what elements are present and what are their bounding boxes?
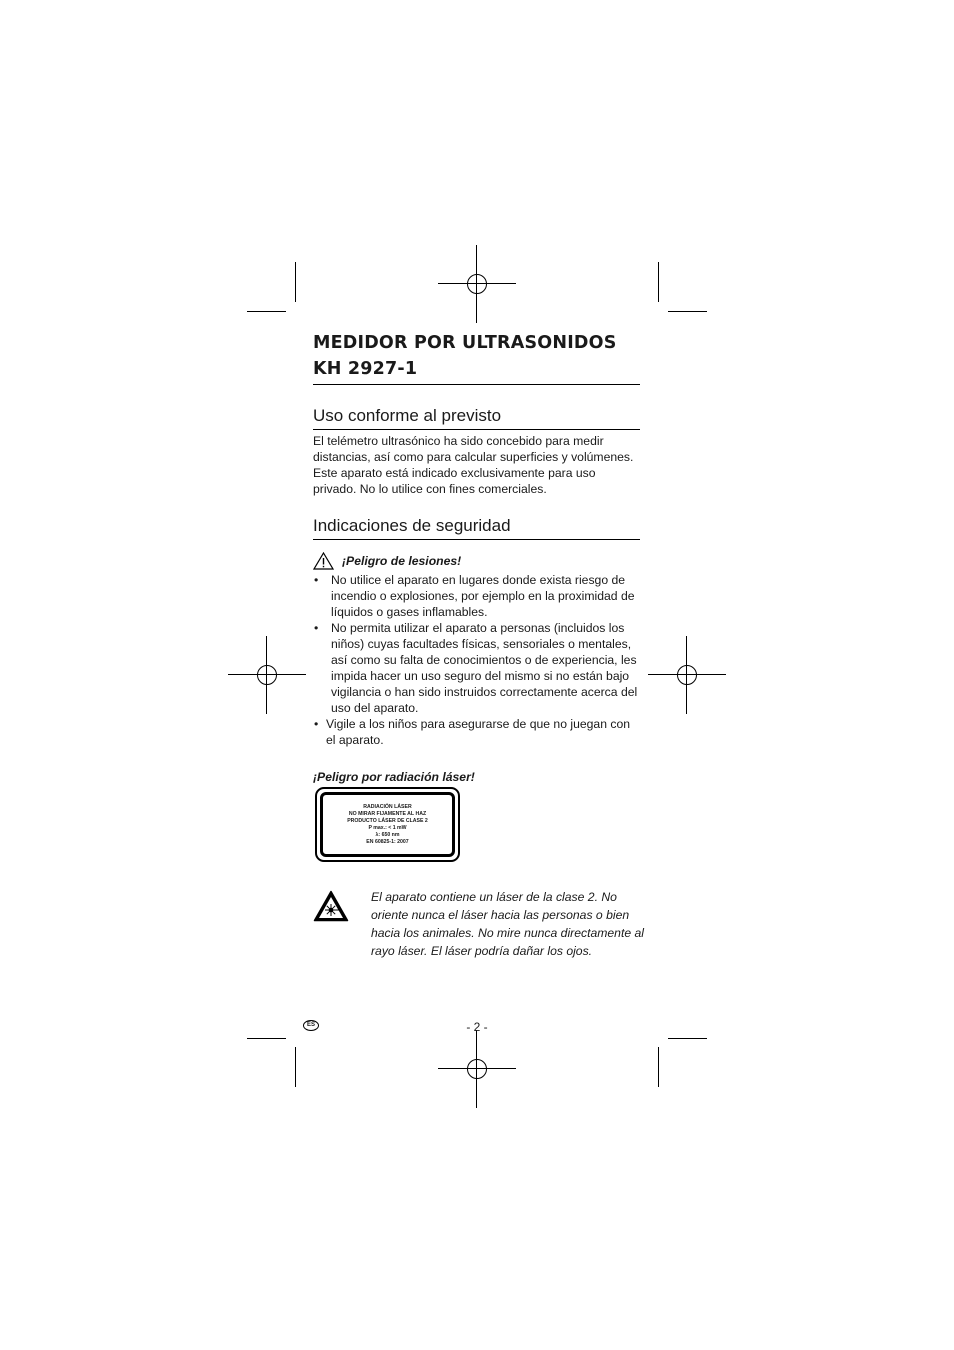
document-title-line2: KH 2927-1 — [313, 356, 640, 385]
crop-mark-top-right-v — [658, 262, 659, 302]
warning-laser-heading: ¡Peligro por radiación láser! — [313, 770, 475, 784]
page-content — [313, 330, 644, 958]
crop-mark-top-left-v — [295, 262, 296, 302]
crop-mark-bottom-left-v — [295, 1047, 296, 1087]
list-item: • No utilice el aparato en lugares donde exista riesgo de incendio o explosiones, por ejemplo en la proximidad de líquidos o gases inflamables. — [313, 572, 640, 620]
registration-mark-right — [648, 636, 726, 714]
laser-warning-label — [315, 787, 460, 862]
registration-mark-bottom — [438, 1030, 516, 1108]
intended-use-paragraph: El telémetro ultrasónico ha sido concebido para medir distancias, así como para calcular superficies y volúmenes. Este aparato está indicado exclusivamente para uso privado. No lo utilice con fines comerciales. — [313, 434, 634, 496]
warning-injury-text: ¡Peligro de lesiones! — [342, 554, 462, 568]
document-title-line1: MEDIDOR POR ULTRASONIDOS — [313, 333, 617, 353]
laser-label-line: P max.: < 1 mW — [368, 824, 407, 831]
language-badge: ES — [303, 1020, 319, 1031]
laser-label-line: NO MIRAR FIJAMENTE AL HAZ — [348, 810, 427, 817]
safety-bullet-list — [313, 572, 640, 748]
laser-label-line: PRODUCTO LÁSER DE CLASE 2 — [347, 817, 428, 824]
list-item: • No permita utilizar el aparato a personas (incluidos los niños) cuyas facultades físicas, sensoriales o mentales, así como su falta de conocimientos o de experiencia, les impida hacer un uso seguro del mismo si no están bajo vigilancia o han sido instruidos correctamente acerca del uso del aparato. — [313, 620, 640, 716]
section-heading-safety: Indicaciones de seguridad — [313, 515, 640, 540]
registration-mark-top — [438, 245, 516, 323]
crop-mark-bottom-right-h — [668, 1038, 707, 1039]
page-number: - 2 - — [466, 1020, 488, 1034]
list-item: • Vigile a los niños para asegurarse de que no juegan con el aparato. — [313, 716, 640, 748]
warning-triangle-icon — [313, 552, 334, 570]
registration-mark-left — [228, 636, 306, 714]
crop-mark-top-left-h — [247, 311, 286, 312]
laser-hazard-icon — [313, 890, 349, 922]
laser-label-line: λ: 650 nm — [375, 831, 400, 838]
warning-injury-heading — [313, 552, 640, 570]
crop-mark-bottom-right-v — [658, 1047, 659, 1087]
laser-label-line: EN 60825-1: 2007 — [366, 838, 409, 845]
crop-mark-bottom-left-h — [247, 1038, 286, 1039]
laser-label-line: RADIACIÓN LÁSER — [363, 803, 412, 810]
section-heading-intended-use: Uso conforme al previsto — [313, 405, 640, 430]
crop-mark-top-right-h — [668, 311, 707, 312]
laser-note-text: El aparato contiene un láser de la clase 2. No oriente nunca el láser hacia las personas o bien hacia los animales. No mire nunca directamente al rayo láser. El láser podría dañar los ojos. — [371, 890, 644, 958]
